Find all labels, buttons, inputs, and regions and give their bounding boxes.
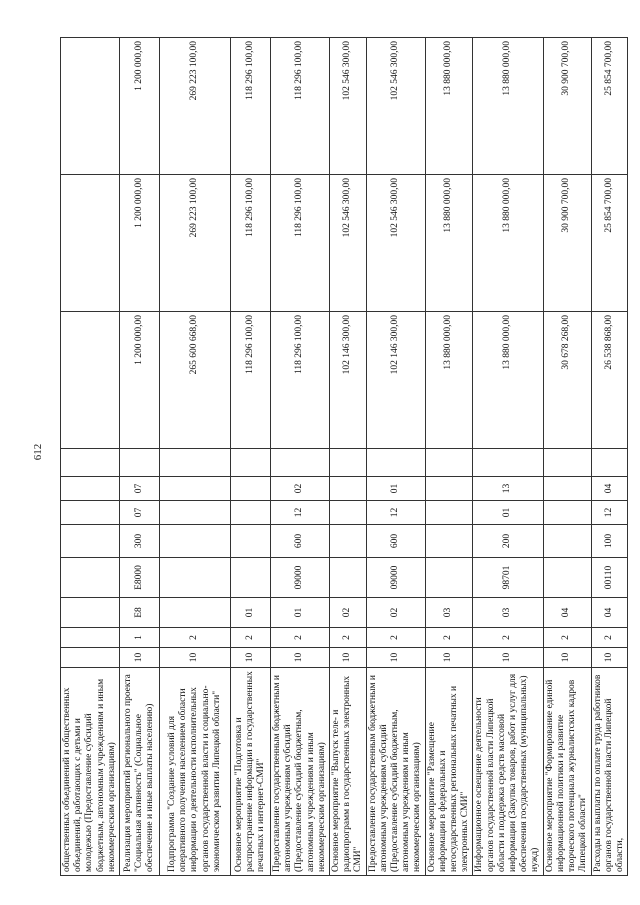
extra-code [543, 449, 591, 477]
subsection-code: 13 [473, 477, 543, 501]
subsection-code [231, 477, 271, 501]
table-row [160, 38, 231, 876]
direction-code: 09000 [366, 558, 425, 598]
amount-year-3: 13 880 000,00 [425, 38, 473, 175]
row-name: Информационное освещение деятельности органов государственной власти Липецкой области и поддержка средств массовой информации (Закупка товаров, работ и услуг для обеспечения государственных (муниципальных) нужд) [473, 668, 543, 876]
amount-year-2: 118 296 100,00 [231, 175, 271, 312]
section-code: 12 [271, 501, 330, 525]
amount-year-2: 13 880 000,00 [473, 175, 543, 312]
extra-code [425, 449, 473, 477]
subsection-code [543, 477, 591, 501]
amount-year-3: 13 880 000,00 [473, 38, 543, 175]
amount-year-3: 30 900 700,00 [543, 38, 591, 175]
activity-code: 01 [231, 598, 271, 628]
activity-code: E8 [120, 598, 160, 628]
subprogram-code: 2 [425, 628, 473, 648]
page-number: 612 [32, 443, 44, 461]
direction-code [330, 558, 367, 598]
table-row [231, 38, 271, 876]
amount-year-1: 13 880 000,00 [473, 312, 543, 449]
subprogram-code: 1 [120, 628, 160, 648]
subprogram-code: 2 [366, 628, 425, 648]
activity-code: 02 [330, 598, 367, 628]
program-code: 10 [366, 648, 425, 668]
amount-year-2: 102 546 300,00 [330, 175, 367, 312]
amount-year-1: 1 200 000,00 [120, 312, 160, 449]
expense-type-code [160, 525, 231, 558]
program-code: 10 [591, 648, 628, 668]
subprogram-code: 2 [473, 628, 543, 648]
amount-year-3: 269 223 100,00 [160, 38, 231, 175]
subsection-code: 07 [120, 477, 160, 501]
amount-year-2 [61, 175, 120, 312]
activity-code [61, 598, 120, 628]
subsection-code [330, 477, 367, 501]
activity-code: 01 [271, 598, 330, 628]
amount-year-2: 102 546 300,00 [366, 175, 425, 312]
section-code: 12 [591, 501, 628, 525]
subprogram-code: 2 [271, 628, 330, 648]
section-code [231, 501, 271, 525]
table-row [366, 38, 425, 876]
direction-code [160, 558, 231, 598]
row-name: Основное мероприятие "Выпуск теле- и радиопрограмм в государственных электронных СМИ" [330, 668, 367, 876]
program-code: 10 [120, 648, 160, 668]
document-page [60, 38, 625, 876]
amount-year-3: 102 546 300,00 [330, 38, 367, 175]
direction-code [61, 558, 120, 598]
activity-code [160, 598, 231, 628]
extra-code [61, 449, 120, 477]
program-code: 10 [271, 648, 330, 668]
extra-code [160, 449, 231, 477]
extra-code [330, 449, 367, 477]
activity-code: 02 [366, 598, 425, 628]
amount-year-1: 13 880 000,00 [425, 312, 473, 449]
amount-year-2: 269 223 100,00 [160, 175, 231, 312]
row-name: Подпрограмма "Создание условий для оперативного получения населением области информации о деятельности исполнительных органов государственной власти и социально-экономическом развитии Липецкой области" [160, 668, 231, 876]
amount-year-1: 102 146 300,00 [330, 312, 367, 449]
subprogram-code: 2 [231, 628, 271, 648]
program-code: 10 [160, 648, 231, 668]
extra-code [591, 449, 628, 477]
amount-year-1: 265 600 668,00 [160, 312, 231, 449]
extra-code [271, 449, 330, 477]
row-name: Основное мероприятие "Формирование единой информационной политики и развитие творческого потенциала журналистских кадров Липецкой области" [543, 668, 591, 876]
row-name: Расходы на выплаты по оплате труда работников органов государственной власти Липецкой области, [591, 668, 628, 876]
subsection-code: 04 [591, 477, 628, 501]
section-code: 01 [473, 501, 543, 525]
expense-type-code: 600 [271, 525, 330, 558]
activity-code: 04 [543, 598, 591, 628]
expense-type-code: 200 [473, 525, 543, 558]
table-row [543, 38, 591, 876]
extra-code [366, 449, 425, 477]
amount-year-2: 1 200 000,00 [120, 175, 160, 312]
amount-year-3 [61, 38, 120, 175]
amount-year-1: 26 538 868,00 [591, 312, 628, 449]
expense-type-code: 100 [591, 525, 628, 558]
program-code: 10 [231, 648, 271, 668]
section-code: 12 [366, 501, 425, 525]
table-row [271, 38, 330, 876]
program-code: 10 [330, 648, 367, 668]
direction-code: 09000 [271, 558, 330, 598]
subprogram-code: 2 [543, 628, 591, 648]
amount-year-3: 118 296 100,00 [271, 38, 330, 175]
rotated-table-wrapper [60, 38, 625, 876]
table-row [473, 38, 543, 876]
expense-type-code: 600 [366, 525, 425, 558]
section-code [330, 501, 367, 525]
amount-year-3: 25 854 700,00 [591, 38, 628, 175]
subsection-code: 01 [366, 477, 425, 501]
expense-type-code [330, 525, 367, 558]
table-row [425, 38, 473, 876]
section-code [61, 501, 120, 525]
row-name: Реализация мероприятий регионального проекта "Социальная активность" (Социальное обеспечение и иные выплаты населению) [120, 668, 160, 876]
expense-type-code: 300 [120, 525, 160, 558]
amount-year-2: 118 296 100,00 [271, 175, 330, 312]
row-name: общественных объединений и общественных объединений, работающих с детьми и молодежью (Предоставление субсидий бюджетным, автономным учреждениям и иным некоммерческим организациям) [61, 668, 120, 876]
expense-type-code [543, 525, 591, 558]
row-name: Предоставление государственным бюджетным и автономным учреждениям субсидий (Предоставление субсидий бюджетным, автономным учреждениям и иным некоммерческим организациям) [366, 668, 425, 876]
subsection-code [61, 477, 120, 501]
amount-year-2: 13 880 000,00 [425, 175, 473, 312]
amount-year-1 [61, 312, 120, 449]
program-code [61, 648, 120, 668]
activity-code: 03 [473, 598, 543, 628]
table-row [330, 38, 367, 876]
row-name: Основное мероприятие "Подготовка и распространение информации в государственных печатных и интернет-СМИ" [231, 668, 271, 876]
direction-code: E8000 [120, 558, 160, 598]
table-row [61, 38, 120, 876]
table-row [120, 38, 160, 876]
direction-code: 00110 [591, 558, 628, 598]
direction-code [425, 558, 473, 598]
subsection-code [160, 477, 231, 501]
section-code: 07 [120, 501, 160, 525]
amount-year-3: 1 200 000,00 [120, 38, 160, 175]
subsection-code [425, 477, 473, 501]
extra-code [120, 449, 160, 477]
subprogram-code: 2 [591, 628, 628, 648]
activity-code: 04 [591, 598, 628, 628]
subprogram-code: 2 [160, 628, 231, 648]
extra-code [231, 449, 271, 477]
amount-year-2: 25 854 700,00 [591, 175, 628, 312]
section-code [160, 501, 231, 525]
expense-type-code [61, 525, 120, 558]
amount-year-1: 118 296 100,00 [271, 312, 330, 449]
amount-year-2: 30 900 700,00 [543, 175, 591, 312]
section-code [425, 501, 473, 525]
direction-code: 98701 [473, 558, 543, 598]
program-code: 10 [543, 648, 591, 668]
expense-type-code [231, 525, 271, 558]
budget-table [60, 37, 628, 876]
subsection-code: 02 [271, 477, 330, 501]
direction-code [543, 558, 591, 598]
subprogram-code [61, 628, 120, 648]
program-code: 10 [425, 648, 473, 668]
section-code [543, 501, 591, 525]
row-name: Предоставление государственным бюджетным и автономным учреждениям субсидий (Предоставление субсидий бюджетным, автономным учреждениям и иным некоммерческим организациям) [271, 668, 330, 876]
amount-year-3: 102 546 300,00 [366, 38, 425, 175]
row-name: Основное мероприятие "Размещение информации в федеральных и негосударственных региональных печатных и электронных СМИ" [425, 668, 473, 876]
expense-type-code [425, 525, 473, 558]
program-code: 10 [473, 648, 543, 668]
activity-code: 03 [425, 598, 473, 628]
direction-code [231, 558, 271, 598]
subprogram-code: 2 [330, 628, 367, 648]
extra-code [473, 449, 543, 477]
amount-year-1: 102 146 300,00 [366, 312, 425, 449]
amount-year-1: 118 296 100,00 [231, 312, 271, 449]
amount-year-3: 118 296 100,00 [231, 38, 271, 175]
amount-year-1: 30 678 268,00 [543, 312, 591, 449]
table-row [591, 38, 628, 876]
